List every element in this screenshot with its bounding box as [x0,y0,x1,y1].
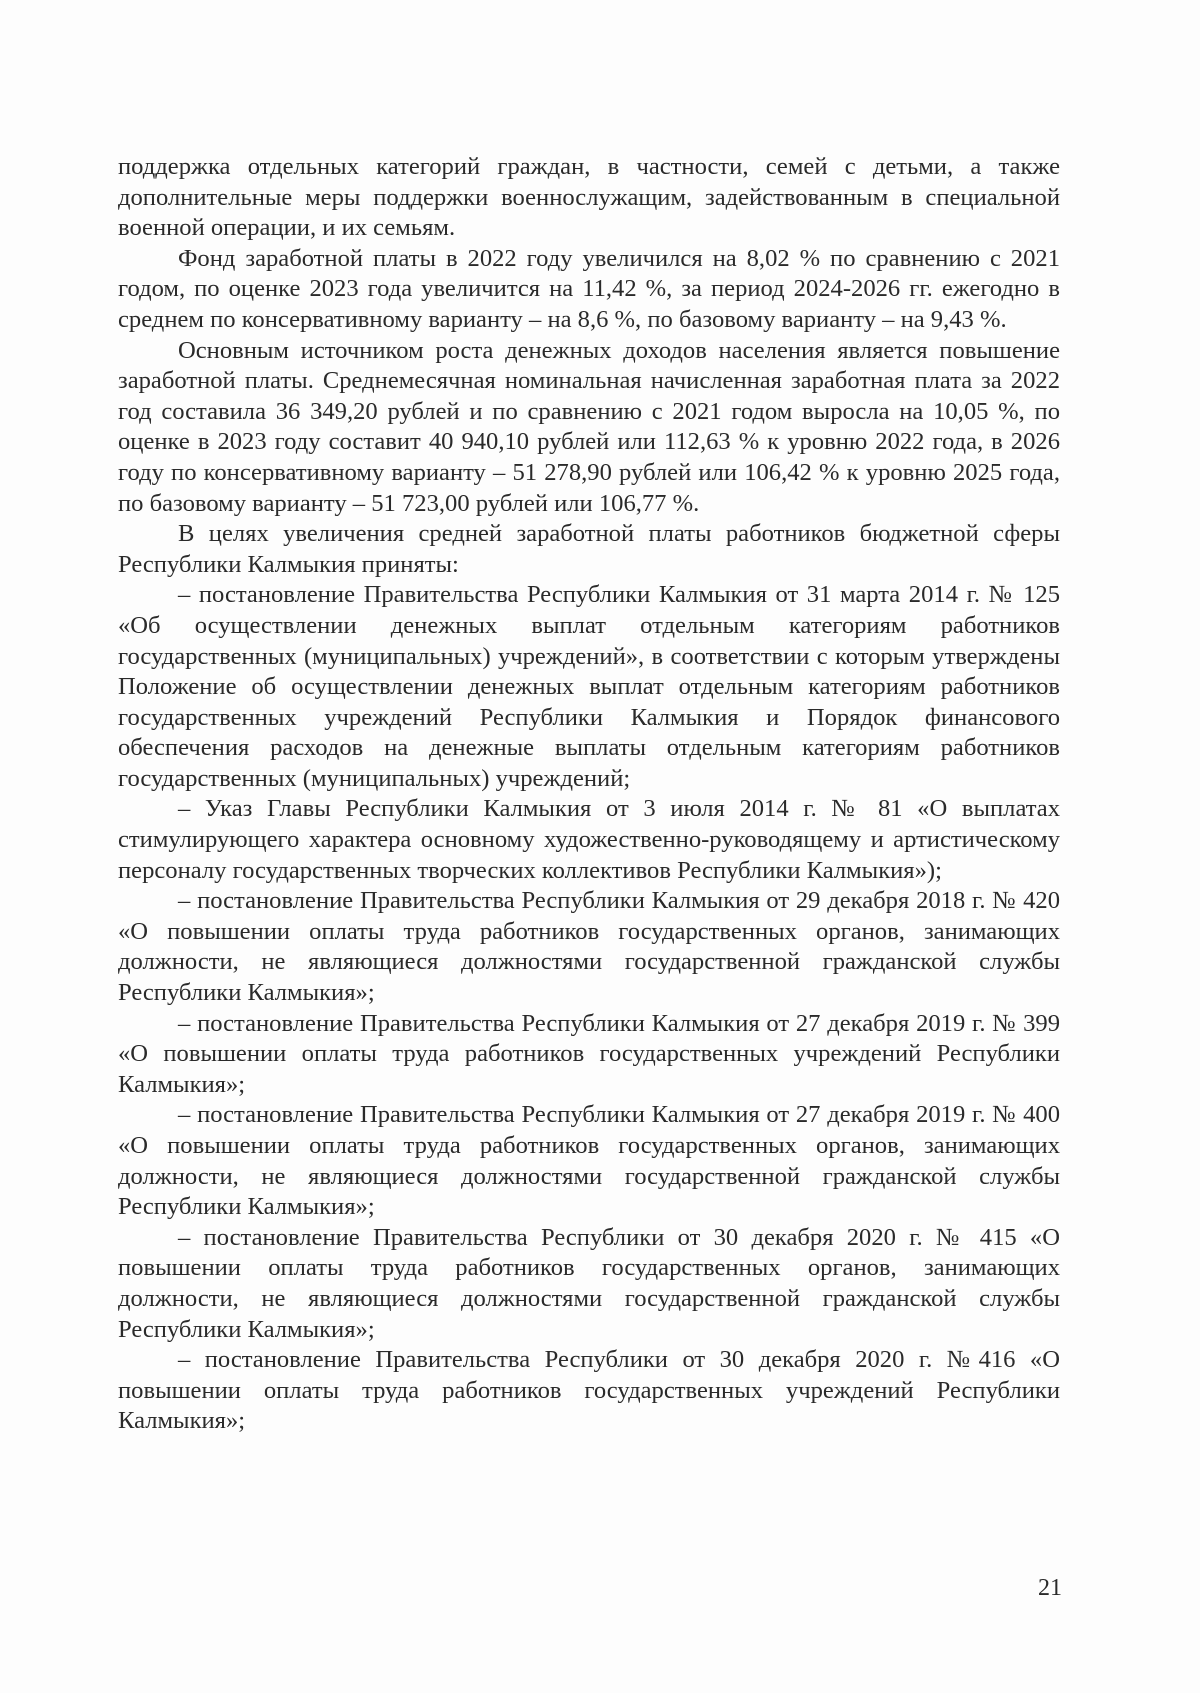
paragraph-wage-fund: Фонд заработной платы в 2022 году увеличился на 8,02 % по сравнению с 2021 годом, по оценке 2023 года увеличится на 11,42 %, за период 2024-2026 гг. ежегодно в среднем по консервативному варианту – на 8,6 %, по базовому варианту – на 9,43 %. [118,244,1060,333]
list-item-resolution-125: – постановление Правительства Республики Калмыкия от 31 марта 2014 г. № 125 «Об осуществлении денежных выплат отдельным категориям работников государственных (муниципальных) учреждений», в соответствии с которым утверждены Положение об осуществлении денежных выплат отдельным категориям работников государственных учреждений Республики Калмыкия и Порядок финансового обеспечения расходов на денежные выплаты отдельным категориям работников государственных (муниципальных) учреждений; [118,581,1060,792]
list-item-resolution-415: – постановление Правительства Республики от 30 декабря 2020 г. № 415 «О повышении оплаты труда работников государственных органов, занимающих должности, не являющиеся должностями государственной гражданской службы Республики Калмыкия»; [118,1223,1060,1343]
list-item-resolution-400: – постановление Правительства Республики Калмыкия от 27 декабря 2019 г. № 400 «О повышении оплаты труда работников государственных органов, занимающих должности, не являющиеся должностями государственной гражданской службы Республики Калмыкия»; [118,1101,1060,1221]
paragraph-income-growth: Основным источником роста денежных доходов населения является повышение заработной платы. Среднемесячная номинальная начисленная заработная плата за 2022 год составила 36 349,20 рублей и по сравнению с 2021 годом выросла на 10,05 %, по оценке в 2023 году составит 40 940,10 рублей или 112,63 % к уровню 2022 года, в 2026 году по консервативному варианту – 51 278,90 рублей или 106,42 % к уровню 2025 года, по базовому варианту – 51 723,00 рублей или 106,77 %. [118,336,1060,517]
list-item-resolution-420: – постановление Правительства Республики Калмыкия от 29 декабря 2018 г. № 420 «О повышении оплаты труда работников государственных органов, занимающих должности, не являющиеся должностями государственной гражданской службы Республики Калмыкия»; [118,887,1060,1007]
list-item-resolution-416: – постановление Правительства Республики от 30 декабря 2020 г. №416 «О повышении оплаты труда работников государственных учреждений Республики Калмыкия»; [118,1346,1060,1435]
body-text [118,152,1060,1437]
paragraph-support-continuation: поддержка отдельных категорий граждан, в частности, семей с детьми, а также дополнительные меры поддержки военнослужащим, задействованным в специальной военной операции, и их семьям. [118,153,1060,242]
list-item-resolution-399: – постановление Правительства Республики Калмыкия от 27 декабря 2019 г. № 399 «О повышении оплаты труда работников государственных учреждений Республики Калмыкия»; [118,1009,1060,1098]
page-number: 21 [1038,1575,1062,1601]
paragraph-measures-intro: В целях увеличения средней заработной платы работников бюджетной сферы Республики Калмыкия приняты: [118,520,1060,578]
list-item-decree-81: – Указ Главы Республики Калмыкия от 3 июля 2014 г. № 81 «О выплатах стимулирующего характера основному художественно-руководящему и артистическому персоналу государственных творческих коллективов Республики Калмыкия»); [118,795,1060,884]
